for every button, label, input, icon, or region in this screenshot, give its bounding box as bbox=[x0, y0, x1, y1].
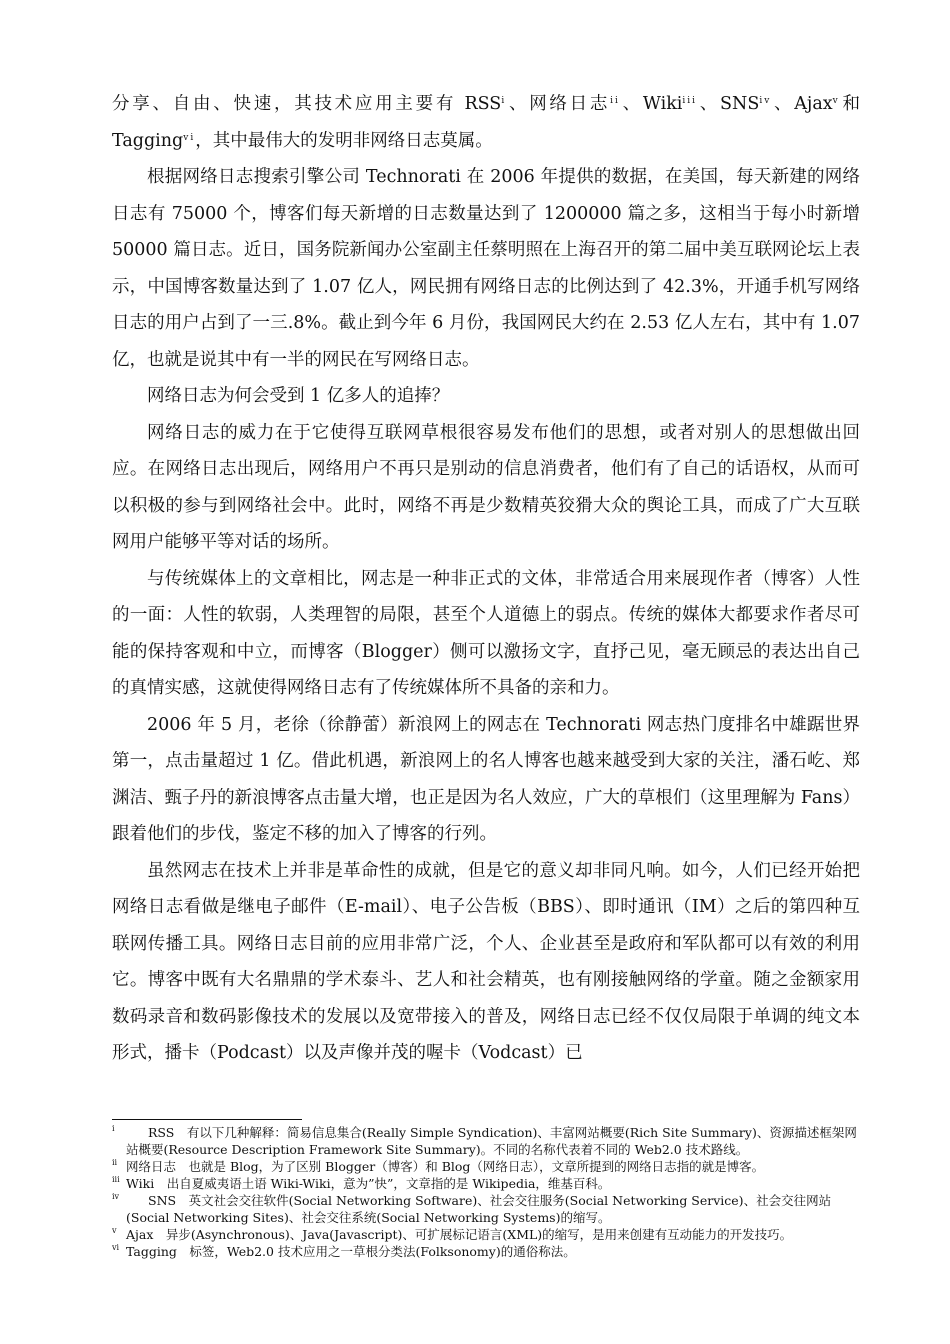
paragraph-text: 网络日志为何会受到 1 亿多人的追捧？ bbox=[147, 386, 450, 406]
footnote bbox=[112, 1192, 860, 1226]
footnote-mark: iv bbox=[112, 1192, 120, 1201]
footnote-reference[interactable]: v bbox=[832, 96, 840, 106]
paragraph-text: 、网络日志 bbox=[506, 94, 611, 114]
footnote bbox=[112, 1124, 860, 1158]
footnotes bbox=[112, 1124, 860, 1260]
paragraph-text: 根据网络日志搜索引擎公司 Technorati 在 2006 年提供的数据，在美国，每天新建的网络日志有 75000 个，博客们每天新增的日志数量达到了 1200000 篇之多，这相当于每小时新增 50000 篇日志。近日，国务院新闻办公室副主任蔡明照在上海召开的第二届中美互联网论坛上表示，中国博客数量达到了 1.07 亿人，网民拥有网络日志的比例达到了 42.3%，开通手机写网络日志的用户占到了一三.8%。截止到今年 6 月份，我国网民大约在 2.53 亿人左右，其中有 1.07 亿，也就是说其中有一半的网民在写网络日志。 bbox=[112, 167, 860, 370]
paragraph-text: ，其中最伟大的发明非网络日志莫属。 bbox=[195, 130, 493, 151]
footnote-mark: i bbox=[112, 1124, 115, 1133]
paragraph-text: 、Wiki bbox=[619, 94, 683, 114]
paragraph-text: 和 Tagging bbox=[112, 94, 860, 151]
footnote-reference[interactable]: iii bbox=[682, 96, 698, 106]
footnote-mark: ii bbox=[112, 1158, 118, 1167]
footnote bbox=[112, 1243, 860, 1260]
paragraph bbox=[112, 853, 860, 1072]
paragraph-text: 网络日志的威力在于它使得互联网草根很容易发布他们的思想，或者对别人的思想做出回应。在网络日志出现后，网络用户不再只是别动的信息消费者，他们有了自己的话语权，从而可以积极的参与到网络社会中。此时，网络不再是少数精英狡猾大众的舆论工具，而成了广大互联网用户能够平等对话的场所。 bbox=[112, 422, 860, 552]
footnote-mark: vi bbox=[112, 1243, 120, 1252]
footnote-text: SNS 英文社会交往软件(Social Networking Software)、社会交往服务(Social Networking Service)、社会交往网站(Social Networking Sites)、社会交往系统(Social Networking Systems)的缩写。 bbox=[126, 1193, 832, 1225]
paragraph bbox=[112, 86, 860, 159]
body-text bbox=[112, 86, 860, 1072]
paragraph-text: 与传统媒体上的文章相比，网志是一种非正式的文体，非常适合用来展现作者（博客）人性的一面：人性的软弱，人类理智的局限，甚至个人道德上的弱点。传统的媒体大都要求作者尽可能的保持客观和中立，而博客（Blogger）侧可以激扬文字，直抒己见，毫无顾忌的表达出自己的真情实感，这就使得网络日志有了传统媒体所不具备的亲和力。 bbox=[112, 568, 860, 698]
paragraph-text: 、Ajax bbox=[771, 94, 833, 114]
footnote-text: RSS 有以下几种解释：简易信息集合(Really Simple Syndication)、丰富网站概要(Rich Site Summary)、资源描述框架网站概要(Resource Description Framework Site Summary)。不同的名称代表着不同的 Web2.0 技术路线。 bbox=[126, 1125, 857, 1157]
paragraph bbox=[112, 415, 860, 561]
footnote-mark: iii bbox=[112, 1175, 120, 1184]
footnote-reference[interactable]: iv bbox=[759, 96, 772, 106]
footnote-reference[interactable]: i bbox=[501, 96, 507, 106]
paragraph bbox=[112, 707, 860, 853]
paragraph-text: 虽然网志在技术上并非是革命性的成就，但是它的意义却非同凡响。如今，人们已经开始把网络日志看做是继电子邮件（E-mail）、电子公告板（BBS）、即时通讯（IM）之后的第四种互联网传播工具。网络日志目前的应用非常广泛，个人、企业甚至是政府和军队都可以有效的利用它。博客中既有大名鼎鼎的学术泰斗、艺人和社会精英，也有刚接触网络的学童。随之金额家用数码录音和数码影像技术的发展以及宽带接入的普及，网络日志已经不仅仅局限于单调的纯文本形式，播卡（Podcast）以及声像并茂的喔卡（Vodcast）已 bbox=[112, 860, 860, 1063]
footnote-reference[interactable]: vi bbox=[183, 132, 196, 143]
paragraph-text: 分享、自由、快速，其技术应用主要有 RSS bbox=[112, 94, 502, 114]
paragraph bbox=[112, 561, 860, 707]
footnote bbox=[112, 1158, 860, 1175]
footnote-text: 网络日志 也就是 Blog，为了区别 Blogger（博客）和 Blog（网络日志），文章所提到的网络日志指的就是博客。 bbox=[126, 1159, 765, 1174]
footnote bbox=[112, 1175, 860, 1192]
footnote bbox=[112, 1226, 860, 1243]
footnote-text: Ajax 异步(Asynchronous)、Java(Javascript)、可扩展标记语言(XML)的缩写，是用来创建有互动能力的开发技巧。 bbox=[126, 1227, 793, 1242]
footnote-mark: v bbox=[112, 1226, 117, 1235]
paragraph bbox=[112, 159, 860, 378]
footnote-separator bbox=[112, 1119, 302, 1120]
footnote-text: Tagging 标签，Web2.0 技术应用之一草根分类法(Folksonomy)的通俗称法。 bbox=[126, 1244, 576, 1259]
paragraph bbox=[112, 378, 860, 415]
paragraph-text: 、SNS bbox=[697, 94, 760, 114]
footnote-reference[interactable]: ii bbox=[610, 96, 620, 106]
paragraph-text: 2006 年 5 月，老徐（徐静蕾）新浪网上的网志在 Technorati 网志热门度排名中雄踞世界第一，点击量超过 1 亿。借此机遇，新浪网上的名人博客也越来越受到大家的关注，潘石屹、郑渊洁、甄子丹的新浪博客点击量大增，也正是因为名人效应，广大的草根们（这里理解为 Fans）跟着他们的步伐，鉴定不移的加入了博客的行列。 bbox=[112, 714, 860, 844]
footnote-text: Wiki 出自夏威夷语土语 Wiki-Wiki，意为”快”，文章指的是 Wikipedia，维基百科。 bbox=[126, 1176, 611, 1191]
